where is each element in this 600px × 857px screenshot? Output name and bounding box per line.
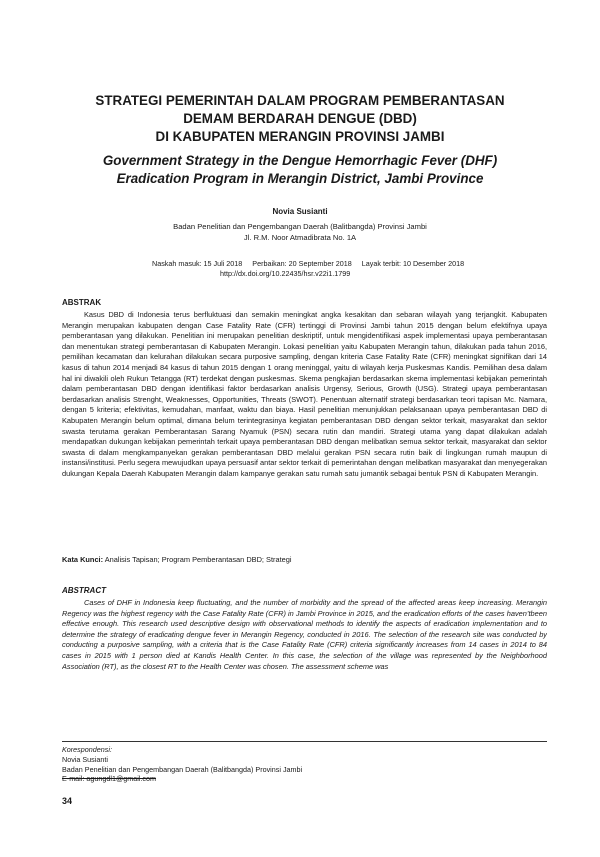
correspondence (62, 745, 302, 784)
page-number: 34 (62, 796, 73, 806)
correspondence-email[interactable]: E-mail: agungdl1@gmail.com (62, 774, 156, 784)
abstract-heading: ABSTRACT (62, 586, 106, 595)
abstrak-heading: ABSTRAK (62, 298, 102, 307)
correspondence-label: Korespondensi: (62, 745, 112, 754)
date-received: Naskah masuk: 15 Juli 2018 (152, 259, 243, 268)
title-en-line: Government Strategy in the Dengue Hemorrhagic Fever (DHF) (102, 153, 498, 168)
doi-link[interactable]: http://dx.doi.org/10.22435/hsr.v22i1.1799 (220, 269, 351, 278)
keywords-text: Analisis Tapisan; Program Pemberantasan DBD; Strategi (104, 555, 292, 564)
title-id-line: DI KABUPATEN MERANGIN PROVINSI JAMBI (155, 129, 445, 144)
title-en-line: Eradication Program in Merangin District, Jambi Province (116, 171, 484, 186)
correspondence-institution: Badan Penelitian dan Pengembangan Daerah (Balitbangda) Provinsi Jambi (62, 764, 303, 774)
correspondence-name: Novia Susianti (62, 754, 108, 764)
affiliation-line: Badan Penelitian dan Pengembangan Daerah (Balitbangda) Provinsi Jambi (173, 222, 427, 231)
affiliation-line: Jl. R.M. Noor Atmadibrata No. 1A (243, 232, 357, 242)
author-name: Novia Susianti (272, 207, 328, 216)
abstract-body: Cases of DHF in Indonesia keep fluctuating, and the number of morbidity and the spread of the affected areas keep increasing. Merangin Regency was the highest regency with the Case Fatality Rate (CFR) in Jambi Province in 2015, and the eradication efforts of the cases haven’tbeen effective enough. This research used descriptive design with observational methods to identify the aspects of eradication implementation and to determine the strategy of eradicating dengue fever in Merangin Regency, conducted in 2016. The selection of the research site was conducted by conducting a purposive sampling, with a criteria that is the Case Fatality Rate (CFR) criteria significantly increases from 14 cases in 2014 to 84 cases in 2015 with 1 person died at Kandis Health Center. In this case, the selection of the village was represented by the Neighborhood Association (RT), as the closest RT to the Health Center was chosen. The assessment scheme was (62, 598, 547, 671)
title-indonesian (60, 92, 540, 146)
title-english (60, 152, 540, 188)
keywords (62, 555, 547, 566)
date-revised: Perbaikan: 20 September 2018 (252, 259, 352, 268)
title-id-line: DEMAM BERDARAH DENGUE (DBD) (183, 111, 417, 126)
affiliation (0, 222, 600, 243)
footnote-divider (62, 741, 547, 742)
date-accepted: Layak terbit: 10 Desember 2018 (361, 259, 465, 268)
abstrak-body: Kasus DBD di Indonesia terus berfluktuasi dan semakin meningkat angka kesakitan dan sebaran wilayah yang terjangkit. Kabupaten Merangin merupakan kabupaten dengan Case Fatality Rate (CFR) tertinggi di Provinsi Jambi tahun 2015 dengan belum efektifnya upaya pemberantasan yang dilakukan. Penelitian ini merupakan penelitian deskriptif, untuk mengidentifikasi aspek implementasi upaya pemberantasan dan menentukan strategi pemberantasan di Kabupaten Merangin. Lokasi penelitian yaitu Kabupaten Merangin tahun, dilakukan pada tahun 2016, pemilihan kecamatan dan kelurahan dilakukan secara purposive sampling, dengan kriteria Case Fatality Rate (CFR) meningkat signifikan dari 14 kasus di tahun 2014 menjadi 84 kasus di tahun 2015 dengan 1 orang meninggal, yaitu di wilayah kerja Puskesmas Kandis. Pemilihan desa dalam hal ini diwakili oleh Rukun Tetangga (RT) terdekat dengan puskesmas. Skema pengkajian berdasarkan skema implementasi kebijakan pemerintah dalam pemberantasan DBD dengan identifikasi faktor berdasarkan analisis Urgensy, Serious, Growth (USG). Strategi upaya pemberantasan berdasarkan analisis Strenght, Weaknesses, Opportunities, Threats (SWOT). Penentuan alternatif strategi berdasarkan teori tapisan Mc. Namara, dengan 5 kriteria; efektivitas, kemudahan, manfaat, waktu dan biaya. Hasil penelitian menunjukkan pelaksanaan upaya pemberantasan DBD di Kabupaten Merangin belum optimal, dimana belum terintegrasinya kegiatan pemberantasan DBD dengan sektor terkait, masyarakat dan sektor swasta terutama gerakan Pemberantasan Sarang Nyamuk (PSN) secara rutin dan mandiri. Strategi utama yang dapat dilakukan adalah mendapatkan dukungan kebijakan pemerintah terkait upaya pemberantasan DBD dengan melibatkan semua sektor terkait, masyarakat dan sektor swasta di dalam mengkampanyekan gerakan pemberantasan DBD melalui gerakan PSN secara rutin baik di lingkungan rumah maupun di instansi/institusi. Perlu segera mewujudkan upaya persuasif antar sektor terkait di pemerintahan dengan melibatkan masyarakat dan menyegerakan dukungan Kepala Daerah Kabupaten Merangin dalam kampanye gerakan satu rumah satu jumantik sebagai bentuk PSN di Kabupaten Merangin. (62, 310, 547, 478)
keywords-label: Kata Kunci: (62, 555, 104, 564)
submission-dates (152, 259, 532, 279)
title-id-line: STRATEGI PEMERINTAH DALAM PROGRAM PEMBERANTASAN (95, 93, 505, 108)
